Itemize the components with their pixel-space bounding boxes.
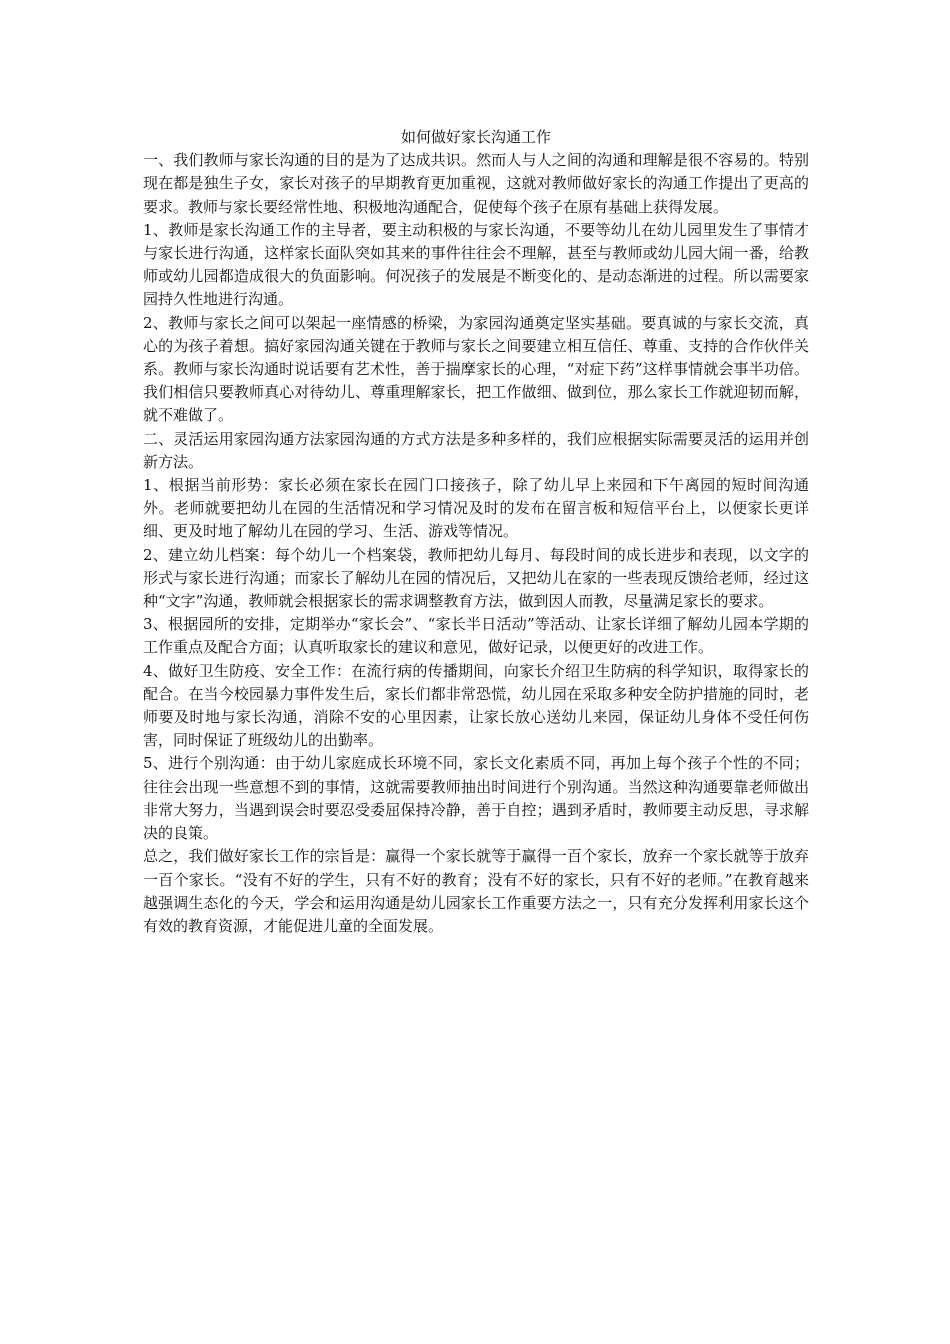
paragraph-item-1: 1、教师是家长沟通工作的主导者，要主动积极的与家长沟通，不要等幼儿在幼儿园里发生了事情才与家长进行沟通，这样家长面队突如其来的事件往往会不理解，甚至与教师或幼儿园大闹一番，给教师或幼儿园都造成很大的负面影响。何况孩子的发展是不断变化的、是动态渐进的过程。所以需要家园持久性地进行沟通。 — [143, 220, 809, 309]
paragraph-method-3: 3、根据园所的安排，定期举办“家长会”、“家长半日活动”等活动、让家长详细了解幼儿园本学期的工作重点及配合方面；认真听取家长的建议和意见，做好记录，以便更好的改进工作。 — [143, 615, 809, 657]
paragraph-section-2-intro: 二、灵活运用家园沟通方法家园沟通的方式方法是多种多样的，我们应根据实际需要灵活的运用并创新方法。 — [143, 429, 809, 471]
paragraph-method-5: 5、进行个别沟通：由于幼儿家庭成长环境不同，家长文化素质不同，再加上每个孩子个性的不同；往往会出现一些意想不到的事情，这就需要教师抽出时间进行个别沟通。当然这种沟通要靠老师做出非常大努力，当遇到误会时要忍受委屈保持冷静，善于自控；遇到矛盾时，教师要主动反思，寻求解决的良策。 — [143, 754, 809, 843]
document-body — [143, 126, 809, 938]
paragraph-method-1: 1、根据当前形势：家长必须在家长在园门口接孩子，除了幼儿早上来园和下午离园的短时间沟通外。老师就要把幼儿在园的生活情况和学习情况及时的发布在留言板和短信平台上，以便家长更详细、更及时地了解幼儿在园的学习、生活、游戏等情况。 — [143, 476, 809, 541]
paragraph-method-2: 2、建立幼儿档案：每个幼儿一个档案袋，教师把幼儿每月、每段时间的成长进步和表现，以文字的形式与家长进行沟通；而家长了解幼儿在园的情况后，又把幼儿在家的一些表现反馈给老师，经过这种“文字”沟通，教师就会根据家长的需求调整教育方法，做到因人而教，尽量满足家长的要求。 — [143, 545, 809, 611]
paragraph-conclusion: 总之，我们做好家长工作的宗旨是：赢得一个家长就等于赢得一百个家长，放弃一个家长就等于放弃一百个家长。“没有不好的学生，只有不好的教育；没有不好的家长，只有不好的老师。”在教育越来越强调生态化的今天，学会和运用沟通是幼儿园家长工作重要方法之一，只有充分发挥利用家长这个有效的教育资源，才能促进儿童的全面发展。 — [143, 847, 809, 935]
paragraph-item-2: 2、教师与家长之间可以架起一座情感的桥梁，为家园沟通奠定坚实基础。要真诚的与家长交流，真心的为孩子着想。搞好家园沟通关键在于教师与家长之间要建立相互信任、尊重、支持的合作伙伴关系。教师与家长沟通时说话要有艺术性，善于揣摩家长的心理，“对症下药”这样事情就会事半功倍。我们相信只要教师真心对待幼儿、尊重理解家长，把工作做细、做到位，那么家长工作就迎韧而解，就不难做了。 — [143, 313, 809, 425]
document-title: 如何做好家长沟通工作 — [400, 128, 551, 146]
paragraph-method-4: 4、做好卫生防疫、安全工作：在流行病的传播期间，向家长介绍卫生防病的科学知识，取得家长的配合。在当今校园暴力事件发生后，家长们都非常恐慌，幼儿园在采取多种安全防护措施的同时，老师要及时地与家长沟通，消除不安的心里因素，让家长放心送幼儿来园，保证幼儿身体不受任何伤害，同时保证了班级幼儿的出勤率。 — [143, 661, 809, 750]
paragraph-section-1-intro: 一、我们教师与家长沟通的目的是为了达成共识。然而人与人之间的沟通和理解是很不容易的。特别现在都是独生子女，家长对孩子的早期教育更加重视，这就对教师做好家长的沟通工作提出了更高的要求。教师与家长要经常性地、积极地沟通配合，促使每个孩子在原有基础上获得发展。 — [143, 151, 809, 216]
